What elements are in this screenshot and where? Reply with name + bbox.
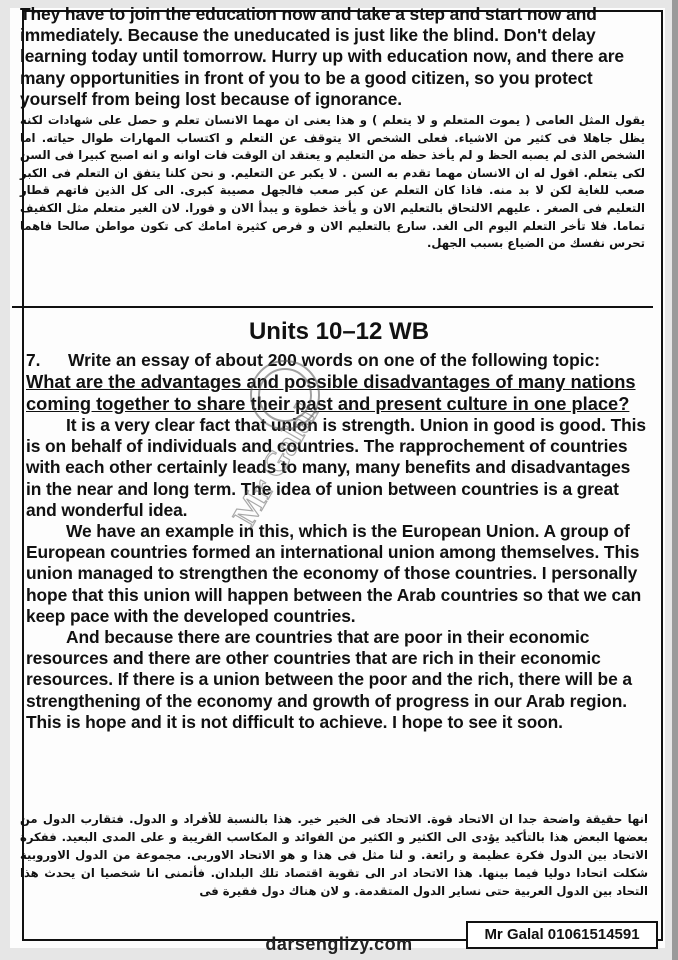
essay-topic: What are the advantages and possible disadvantages of many nations coming together to share their past and present culture in one place? (26, 371, 636, 414)
intro-arabic-paragraph: يقول المثل العامى ( يموت المتعلم و لا يتعلم ) و هذا يعنى ان مهما الانسان تعلم و حصل على شهادات لكنه يظل جاهلا فى كثير من الاشياء. فعلى الشخص الا يتوقف عن التعلم و اكتساب المهارات طوال حياته. اما الشخص الذى لم يصبه الحظ و لم يأخذ حظه من التعليم و يعتقد ان الوقت فات اوانه و انه اصبح كبيرا فى السن لكى يتعلم. اقول له ان الانسان مهما تقدم به السن . لا يكبر عن التعليم. و نحن كلنا يتفق ان التعلم فى الكبر صعب للغاية لكن لا بد منه. فاذا كان التعلم عن كبر صعب فالجهل مصيبة كبرى. الى كل الذين فاتهم قطار التعليم فى الصغر . عليهم الالتحاق بالتعليم الان و يأخذ خطوة و يبدأ الان و فورا. لان الغير متعلم مثل الكفيف تماما. فلا تأخر التعلم اليوم الى الغد. سارع بالتعليم الان و فرص كثيرة امامك كى تكون مواطن صالحا فاهما تحرس نفسك من الضياع بسبب الجهل. (20, 113, 645, 251)
essay-section (26, 350, 650, 733)
intro-section (20, 4, 645, 304)
units-heading: Units 10–12 WB (248, 318, 430, 345)
question-prompt (26, 350, 650, 371)
section-divider (12, 306, 653, 308)
footer-website: darsenglizy.com (265, 934, 413, 954)
essay-paragraph-3: And because there are countries that are poor in their economic resources and there are other countries that are rich in their economic resources. If there is a union between the poor and the rich, there will be a strengthening of the economy and growth of progress in our Arab region. This is hope and it is not difficult to achieve. I hope to see it soon. (26, 627, 632, 732)
essay-paragraph-2: We have an example in this, which is the European Union. A group of European countries formed an international union among themselves. This union managed to strengthen the economy of those countries. I personally hope that this union will happen between the Arab countries so that we can keep pace with the developed countries. (26, 521, 642, 626)
question-number: 7. (26, 350, 41, 370)
essay-paragraph-1: It is a very clear fact that union is strength. Union in good is good. This is on behalf of individuals and countries. The rapprochement of countries with each other certainly leads to many, many benefits and disadvantages in the near and long term. The idea of union between countries is a great and wonderful idea. (26, 415, 646, 520)
page-edge-shadow (672, 0, 678, 960)
footer-contact-box: Mr Galal 01061514591 (466, 921, 658, 949)
question-text: Write an essay of about 200 words on one of the following topic: (68, 350, 601, 370)
essay-arabic-translation: انها حقيقة واضحة جدا ان الاتحاد قوة. الاتحاد فى الخير خير. هذا بالنسبة للأفراد و الدول. فتقارب الدول من بعضها البعض هذا بالتأكيد يؤدى الى الكثير و الكثير من الفوائد و المكاسب القريبة و على المدى البعيد. ففكرة الاتحاد بين الدول فكرة عظيمة و رائعة. و لنا مثل فى هذا و هو الاتحاد الاوربى. مجموعة من الدول الاوروبية شكلت اتحادا دوليا فيما بينها. هذا الاتحاد ادر الى تقوية اقتصاد تلك البلدان. فأتمنى انا شخصيا ان يحدث هذا التحاد بين الدول العربية حتى نساير الدول المتقدمة. و لان هناك دول فقيرة فى (20, 812, 648, 898)
watermark-text: Mr Galal (226, 397, 326, 533)
intro-english-paragraph: They have to join the education now and take a step and start now and immediately. Because the uneducated is just like the blind. Don't delay learning today until tomorrow. Hurry up with education now, and there are many opportunities in front of you to be a good citizen, so you protect yourself from being lost because of ignorance. (20, 4, 624, 109)
